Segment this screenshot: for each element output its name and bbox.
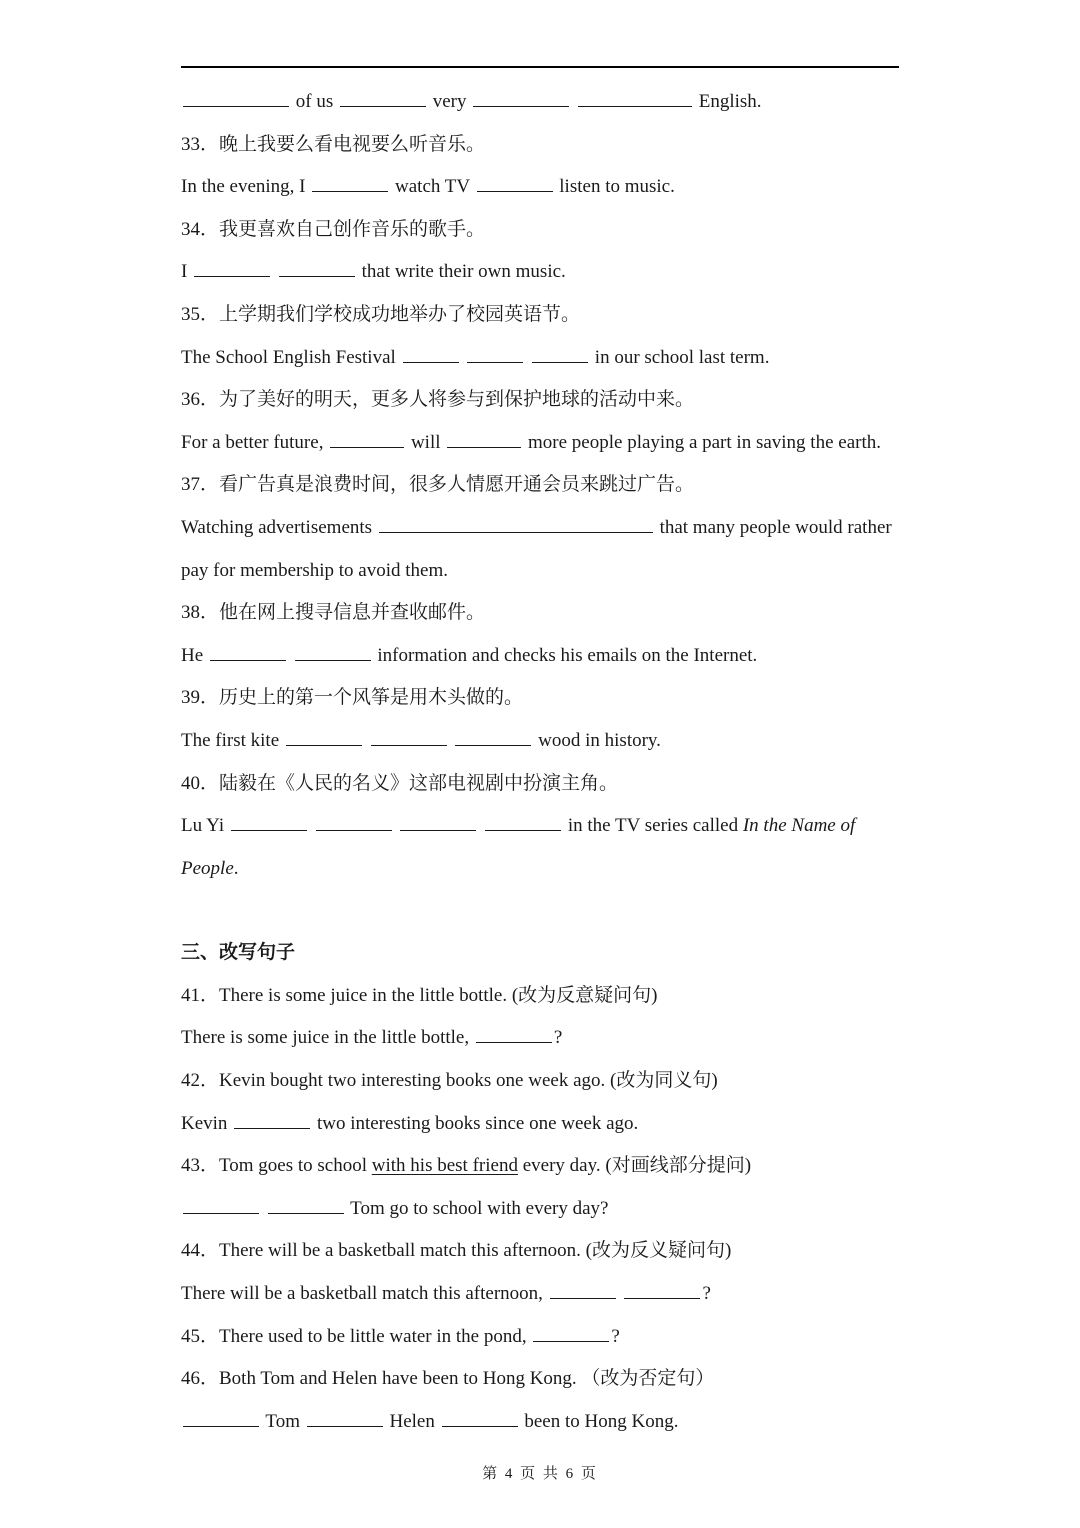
blank[interactable] xyxy=(183,1425,259,1427)
q37-answer-line-2: pay for membership to avoid them. xyxy=(181,559,448,581)
q43-prompt: 43．Tom goes to school with his best friend every day. (对画线部分提问) xyxy=(181,1155,752,1177)
blank[interactable] xyxy=(447,446,521,448)
q42-answer-line: Kevin two interesting books since one week ago. xyxy=(181,1112,639,1134)
blank[interactable] xyxy=(183,1212,259,1214)
q44-prompt: 44．There will be a basketball match this afternoon. (改为反义疑问句) xyxy=(181,1240,732,1262)
blank[interactable] xyxy=(477,190,553,192)
q36-prompt: 36．为了美好的明天，更多人将参与到保护地球的活动中来。 xyxy=(181,389,695,411)
q42-prompt: 42．Kevin bought two interesting books one week ago. (改为同义句) xyxy=(181,1070,718,1092)
q39-answer-line: The first kite wood in history. xyxy=(181,729,661,751)
question-list xyxy=(181,81,899,1443)
blank[interactable] xyxy=(194,275,270,277)
tv-series-title: In the Name of xyxy=(742,815,856,837)
blank[interactable] xyxy=(295,659,371,661)
blank[interactable] xyxy=(371,744,447,746)
blank[interactable] xyxy=(210,659,286,661)
blank[interactable] xyxy=(578,105,692,107)
q34-answer-line: I that write their own music. xyxy=(181,261,566,283)
blank[interactable] xyxy=(286,744,362,746)
blank[interactable] xyxy=(183,105,289,107)
blank[interactable] xyxy=(533,1340,609,1342)
blank[interactable] xyxy=(403,361,459,363)
blank[interactable] xyxy=(307,1425,383,1427)
blank[interactable] xyxy=(624,1297,700,1299)
q46-answer-line: Tom Helen been to Hong Kong. xyxy=(181,1401,899,1444)
blank[interactable] xyxy=(268,1212,344,1214)
q44-answer-line: There will be a basketball match this afternoon, ? xyxy=(181,1283,711,1305)
q39-prompt: 39．历史上的第一个风筝是用木头做的。 xyxy=(181,687,524,709)
q34-prompt: 34．我更喜欢自己创作音乐的歌手。 xyxy=(181,218,486,240)
blank[interactable] xyxy=(379,531,653,533)
blank[interactable] xyxy=(550,1297,616,1299)
q43-answer-line: Tom go to school with every day? xyxy=(181,1188,899,1231)
q36-answer-line: For a better future, will more people playing a part in saving the earth. xyxy=(181,431,881,453)
blank[interactable] xyxy=(340,105,426,107)
blank[interactable] xyxy=(316,829,392,831)
q37-prompt: 37．看广告真是浪费时间，很多人情愿开通会员来跳过广告。 xyxy=(181,474,695,496)
blank[interactable] xyxy=(485,829,561,831)
spacer xyxy=(181,890,899,932)
page-number: 第 4 页 共 6 页 xyxy=(482,1466,598,1482)
q45-prompt: 45．There used to be little water in the pond, ? xyxy=(181,1325,620,1347)
q41-answer-line: There is some juice in the little bottle, ? xyxy=(181,1027,563,1049)
section-heading: 三、改写句子 xyxy=(181,942,296,964)
blank[interactable] xyxy=(400,829,476,831)
blank[interactable] xyxy=(476,1041,552,1043)
blank[interactable] xyxy=(442,1425,518,1427)
blank[interactable] xyxy=(455,744,531,746)
q40-prompt: 40．陆毅在《人民的名义》这部电视剧中扮演主角。 xyxy=(181,772,619,794)
q40-answer-line-2: People. xyxy=(181,857,239,879)
blank[interactable] xyxy=(231,829,307,831)
header-rule xyxy=(181,66,899,68)
blank[interactable] xyxy=(467,361,523,363)
blank[interactable] xyxy=(330,446,404,448)
blank[interactable] xyxy=(279,275,355,277)
q38-answer-line: He information and checks his emails on the Internet. xyxy=(181,644,758,666)
q37-answer-line: Watching advertisements that many people would rather xyxy=(181,516,892,538)
q32-answer-line: of us very English. xyxy=(181,81,899,124)
blank[interactable] xyxy=(532,361,588,363)
q46-prompt: 46．Both Tom and Helen have been to Hong Kong. （改为否定句） xyxy=(181,1368,715,1390)
blank[interactable] xyxy=(234,1127,310,1129)
q35-answer-line: The School English Festival in our school last term. xyxy=(181,346,770,368)
q40-answer-line: Lu Yi in the TV series called In the Name of xyxy=(181,815,856,837)
q33-answer-line: In the evening, I watch TV listen to music. xyxy=(181,176,675,198)
blank[interactable] xyxy=(312,190,388,192)
blank[interactable] xyxy=(473,105,569,107)
q35-prompt: 35．上学期我们学校成功地举办了校园英语节。 xyxy=(181,303,581,325)
q38-prompt: 38．他在网上搜寻信息并查收邮件。 xyxy=(181,602,486,624)
q33-prompt: 33．晚上我要么看电视要么听音乐。 xyxy=(181,133,486,155)
q41-prompt: 41．There is some juice in the little bottle. (改为反意疑问句) xyxy=(181,984,658,1006)
underlined-phrase: with his best friend xyxy=(371,1155,518,1177)
